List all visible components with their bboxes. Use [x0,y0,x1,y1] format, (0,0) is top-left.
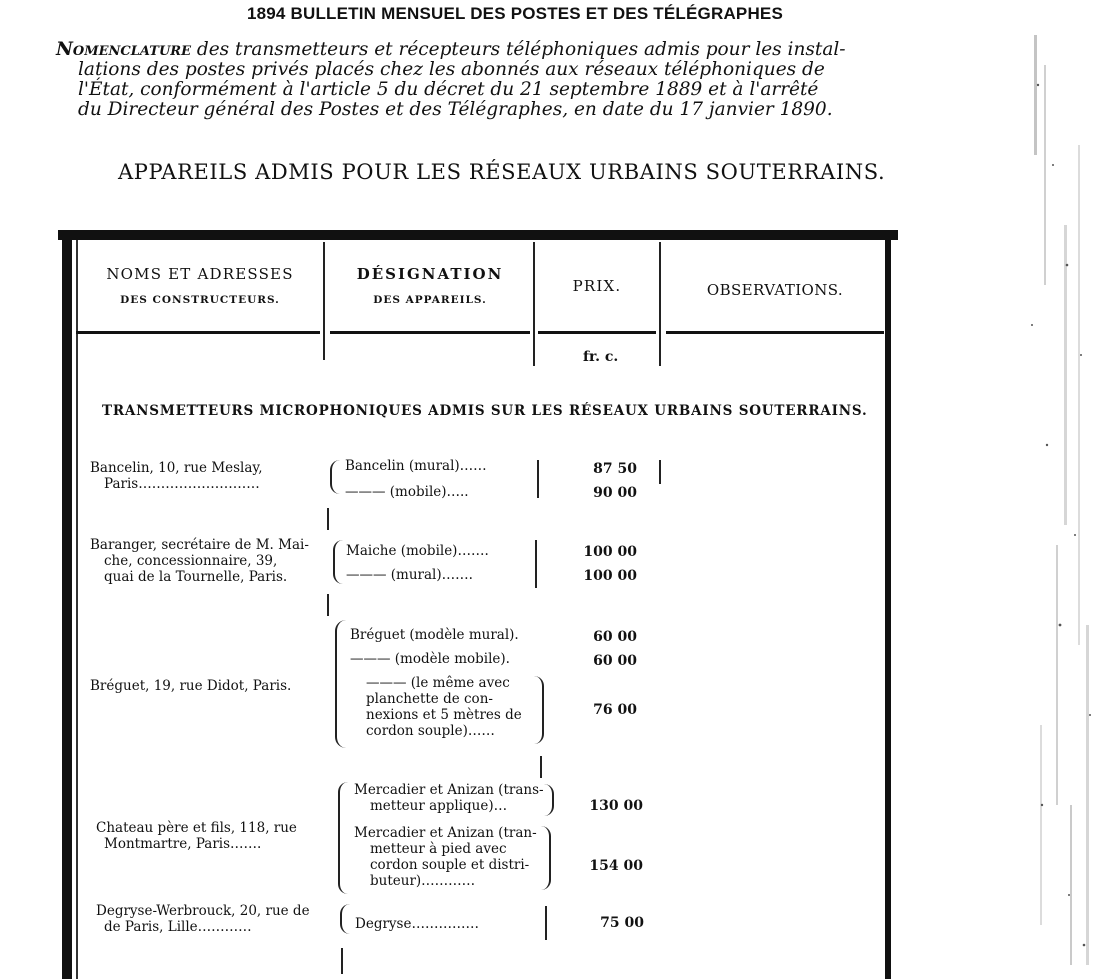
row-5-price-1: 75 00 [600,915,644,931]
row-3-bottom-divider [540,756,542,778]
scan-noise-strip [1020,25,1100,979]
row-4-name [96,820,297,852]
table-frame-inner-left [76,240,78,979]
subsection-title: TRANSMETTEURS MICROPHONIQUES ADMIS SUR LES RÉSEAUX URBAINS SOUTERRAINS. [102,403,868,419]
header-rule-col1 [76,331,320,334]
row-1-name [90,460,263,492]
row-4-brace [338,782,349,894]
row-1-divider [537,460,539,498]
row-4-designation-1-brace [543,784,554,816]
row-4-designation-1-line-1: Mercadier et Anizan (trans- [354,782,544,798]
header-rule-col2 [330,331,530,334]
row-3-designation-3-line-2: planchette de con- [366,691,493,707]
row-3-designation-3-line-4: cordon souple)…… [366,723,495,739]
row-3-brace [335,620,346,748]
row-2-name-line-3: quai de la Tournelle, Paris. [104,569,288,585]
row-5-name-line-1: Degryse-Werbrouck, 20, rue de [96,903,310,919]
row-4-designation-2-line-1: Mercadier et Anizan (tran- [354,825,537,841]
row-1-designation-1: Bancelin (mural)…… [345,458,487,474]
row-4-designation-2-line-3: cordon souple et distri- [370,857,530,873]
header-col-designation [330,266,530,306]
row-3-designation-3 [366,675,522,739]
section-heading: APPAREILS ADMIS POUR LES RÉSEAUX URBAINS SOUTERRAINS. [118,160,886,184]
row-5-divider [545,906,547,940]
header-col-designation-main: DÉSIGNATION [356,265,504,283]
intro-paragraph [56,40,846,120]
row-2-price-1: 100 00 [583,544,637,560]
row-2-price-2: 100 00 [583,568,637,584]
row-4-designation-2 [354,825,537,889]
row-1-name-line-1: Bancelin, 10, rue Meslay, [90,460,263,476]
row-1-price-1: 87 50 [593,461,637,477]
row-4-designation-2-line-2: metteur à pied avec [370,841,507,857]
intro-lead-word: Nomenclature [56,39,192,60]
row-4-designation-2-brace [540,826,551,890]
row-2-bottom-divider [327,594,329,616]
row-1-designation-2: ——— (mobile)….. [345,484,469,500]
row-3-price-2: 60 00 [593,653,637,669]
row-3-price-3: 76 00 [593,702,637,718]
header-col-names-main: NOMS ET ADRESSES [106,265,294,283]
table-frame-left [62,235,72,979]
header-col-observations-label: OBSERVATIONS. [706,281,844,299]
intro-line-2: lations des postes privés placés chez les abonnés aux réseaux téléphoniques de [78,59,825,80]
header-col-designation-sub: DES APPAREILS. [373,294,487,306]
row-4-name-line-2: Montmartre, Paris……. [104,836,262,852]
row-3-designation-2: ——— (modèle mobile). [350,651,510,667]
header-col-price [538,278,656,294]
row-3-name: Bréguet, 19, rue Didot, Paris. [90,678,292,694]
intro-line-3: l'État, conformément à l'article 5 du décret du 21 septembre 1889 et à l'arrêté [78,79,819,100]
row-2-brace [333,540,344,584]
row-4-price-1: 130 00 [589,798,643,814]
intro-line-1-text: des transmetteurs et récepteurs téléphoniques admis pour les instal- [191,39,846,60]
header-rule-col3 [538,331,656,334]
intro-line-4: du Directeur général des Postes et des Télégraphes, en date du 17 janvier 1890. [78,99,833,120]
row-5-brace [340,904,351,934]
row-2-divider [535,540,537,588]
intro-line-1 [56,40,846,60]
row-2-designation-1: Maiche (mobile)……. [346,543,489,559]
row-2-designation-2: ——— (mural)……. [346,567,473,583]
row-5-bottom-divider [341,948,343,974]
row-5-name-line-2: de Paris, Lille………… [104,919,252,935]
header-col-names-sub: DES CONSTRUCTEURS. [120,294,280,306]
row-1-name-line-2: Paris……………………… [104,476,260,492]
row-1-brace [330,460,341,494]
header-col-observations [666,282,884,298]
row-3-designation-1: Bréguet (modèle mural). [350,627,519,643]
row-4-designation-1-line-2: metteur applique)… [370,798,508,814]
header-col-names [80,266,320,306]
column-divider-1 [323,242,325,360]
header-rule-col4 [666,331,884,334]
header-col-price-label: PRIX. [572,277,622,295]
row-2-name-line-2: che, concessionnaire, 39, [104,553,278,569]
row-3-price-1: 60 00 [593,629,637,645]
row-1-price-2: 90 00 [593,485,637,501]
row-4-designation-2-line-4: buteur)………… [370,873,476,889]
row-3-designation-3-line-1: ——— (le même avec [366,675,510,691]
row-5-designation-1: Degryse…………… [355,916,479,932]
row-4-price-2: 154 00 [589,858,643,874]
table-frame-right [885,236,891,979]
row-3-designation-3-brace [533,676,544,744]
table-frame-top [58,230,898,240]
row-4-name-line-1: Chateau père et fils, 118, rue [96,820,297,836]
price-units: fr. c. [583,349,619,365]
row-3-designation-3-line-3: nexions et 5 mètres de [366,707,522,723]
row-2-name-line-1: Baranger, secrétaire de M. Mai- [90,537,309,553]
column-divider-2 [533,242,535,366]
page-title: 1894 BULLETIN MENSUEL DES POSTES ET DES TÉLÉGRAPHES [246,4,784,23]
row-2-name [90,537,309,585]
row-4-designation-1 [354,782,544,814]
row-2-top-divider [327,508,329,530]
row-1-obs-divider [659,460,661,484]
row-5-name [96,903,310,935]
column-divider-3 [659,242,661,366]
